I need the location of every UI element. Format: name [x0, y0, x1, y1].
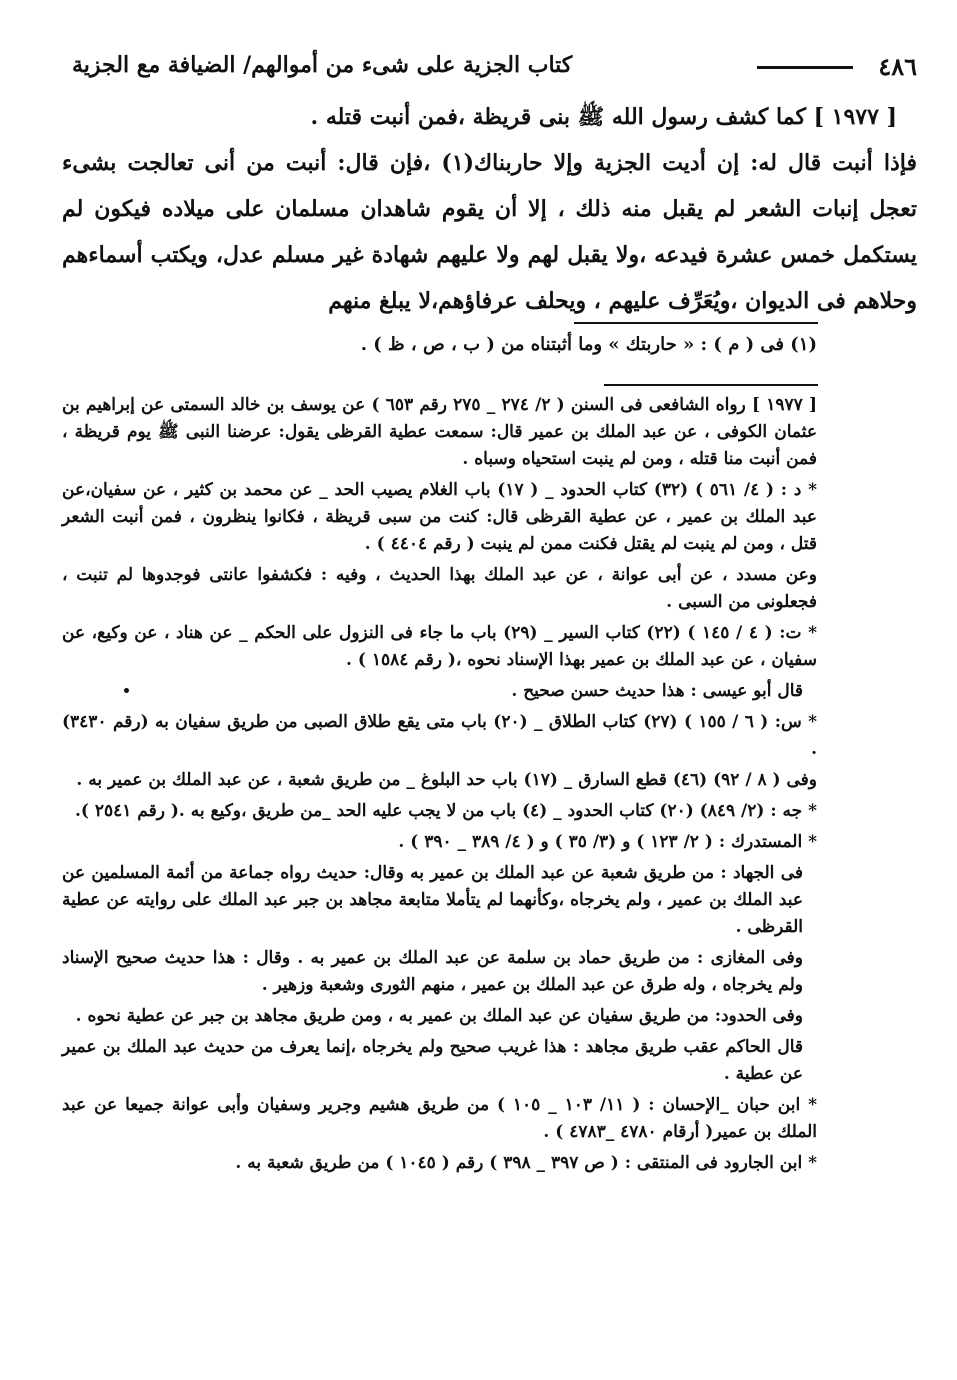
footnote-rule	[574, 322, 818, 324]
note-paragraph: * ابن الجارود فى المنتقى : ( ص ٣٩٧ _ ٣٩٨ ) رقم ( ١٠٤٥ ) من طريق شعبة به .	[235, 1153, 817, 1173]
page-number: ٤٨٦	[878, 52, 917, 81]
hadith-notes	[62, 392, 817, 1181]
main-paragraph: فإذا أنبت قال له: إن أديت الجزية وإلا حاربناك(١) ،فإن قال: أنبت من أنى تعالجت بشىء تعجل إنبات الشعر لم يقبل منه ذلك ، إلا أن يقوم شاهدان مسلمان على ميلاده فيكون لم يستكمل خمس عشرة فيدعه ،ولا يقبل لهم ولا عليهم شهادة غير مسلم عدل، ويكتب أسماءهم وحلاهم فى الديوان ،ويُعَرِّف عليهم ، ويحلف عرفاؤهم،لا يبلغ منهم	[62, 150, 917, 314]
page-header	[72, 52, 917, 88]
note-paragraph: وعن مسدد ، عن أبى عوانة ، عن عبد الملك بهذا الحديث ، وفيه : فكشفوا عانتى فوجدوها لم تنبت ، فجعلونى من السبى .	[62, 565, 817, 612]
footnote: (١) فى ( م ) : « حاربتك » وما أثبتناه من ( ب ، ص ، ظ ) .	[360, 334, 817, 355]
note-paragraph: [ ١٩٧٧ ] رواه الشافعى فى السنن ( ٢/ ٢٧٤ _ ٢٧٥ رقم ٦٥٣ ) عن يوسف بن خالد السمتى عن إبراهيم بن عثمان الكوفى ، عن عبد الملك بن عمير قال: سمعت عطية القرظى يقول: عرضنا النبى ﷺ يوم قريظة ، فمن أنبت منا قتله ، ومن لم ينبت استحياه وسباه .	[62, 395, 817, 469]
note-paragraph: وفى المغازى : من طريق حماد بن سلمة عن عبد الملك بن عمير به . وقال : هذا حديث صحيح الإسناد ولم يخرجاه ، وله طرق عن عبد الملك بن عمير ، منهم الثورى وشعبة وزهير .	[62, 948, 803, 995]
note-paragraph: * ابن حبان _الإحسان : ( ١١/ ١٠٣ _ ١٠٥ ) من طريق هشيم وجرير وسفيان وأبى عوانة جميعا عن عبد الملك بن عمير( أرقام ٤٧٨٠ _٤٧٨٣ ) .	[62, 1095, 817, 1142]
note-paragraph: * د : ( ٤/ ٥٦١ ) (٣٢) كتاب الحدود _ ( ١٧) باب الغلام يصيب الحد _ عن محمد بن كثير ، عن سفيان،عن عبد الملك بن عمير ، عن عطية القرظى قال: كنت من سبى قريظة ، فكانوا ينظرون ، فمن أنبت الشعر قتل ، ومن لم ينبت لم يقتل فكنت ممن لم ينبت ( رقم ٤٤٠٤ ) .	[62, 480, 817, 554]
main-text	[62, 94, 917, 324]
note-paragraph: * جه : (٢/ ٨٤٩) (٢٠) كتاب الحدود _ (٤) باب من لا يجب عليه الحد _من طريق ،وكيع به .( رقم ٢٥٤١ ).	[74, 801, 817, 821]
running-title: كتاب الجزية على شىء من أموالهم/ الضيافة مع الجزية	[72, 52, 573, 78]
notes-rule	[604, 384, 818, 386]
note-paragraph: * س: ( ٦ / ١٥٥ ) (٢٧) كتاب الطلاق _ (٢٠) باب متى يقع طلاق الصبى من طريق سفيان به (رقم ٣٤٣٠) .	[62, 712, 817, 759]
header-rule	[757, 66, 853, 69]
note-paragraph: فى الجهاد : من طريق شعبة عن عبد الملك بن عمير به وقال: حديث رواه جماعة من أئمة المسلمين عن عبد الملك بن عمير ، ولم يخرجاه ،وكأنهما لم يتأملا متابعة مجاهد بن جبر عبد الملك على روايته عن عطية القرظى .	[62, 863, 803, 937]
main-paragraph: [ ١٩٧٧ ] كما كشف رسول الله ﷺ بنى قريظة ،فمن أنبت قتله .	[310, 104, 897, 130]
note-paragraph: وفى الحدود: من طريق سفيان عن عبد الملك بن عمير به ، ومن طريق مجاهد بن جبر عن عطية نحوه .	[75, 1006, 803, 1026]
note-paragraph: * ت: ( ٤ / ١٤٥ ) (٢٢) كتاب السير _ (٢٩) باب ما جاء فى النزول على الحكم _ عن هناد ، عن وكيع، عن سفيان ، عن عبد الملك بن عمير بهذا الإسناد نحوه ،( رقم ١٥٨٤ ) .	[62, 623, 818, 670]
stray-dot	[124, 688, 129, 693]
note-paragraph: * المستدرك : ( ٢/ ١٢٣ ) و (٣/ ٣٥ ) و ( ٤/ ٣٨٩ _ ٣٩٠ ) .	[398, 832, 817, 852]
note-paragraph: وفى ( ٨ / ٩٢) (٤٦) قطع السارق _ (١٧) باب حد البلوغ _ من طريق شعبة ، عن عبد الملك بن عمير به .	[76, 770, 817, 790]
note-paragraph: قال الحاكم عقب طريق مجاهد : هذا غريب صحيح ولم يخرجاه ،إنما يعرف من حديث عبد الملك بن عمير عن عطية .	[62, 1037, 803, 1084]
note-paragraph: قال أبو عيسى : هذا حديث حسن صحيح .	[511, 681, 803, 701]
